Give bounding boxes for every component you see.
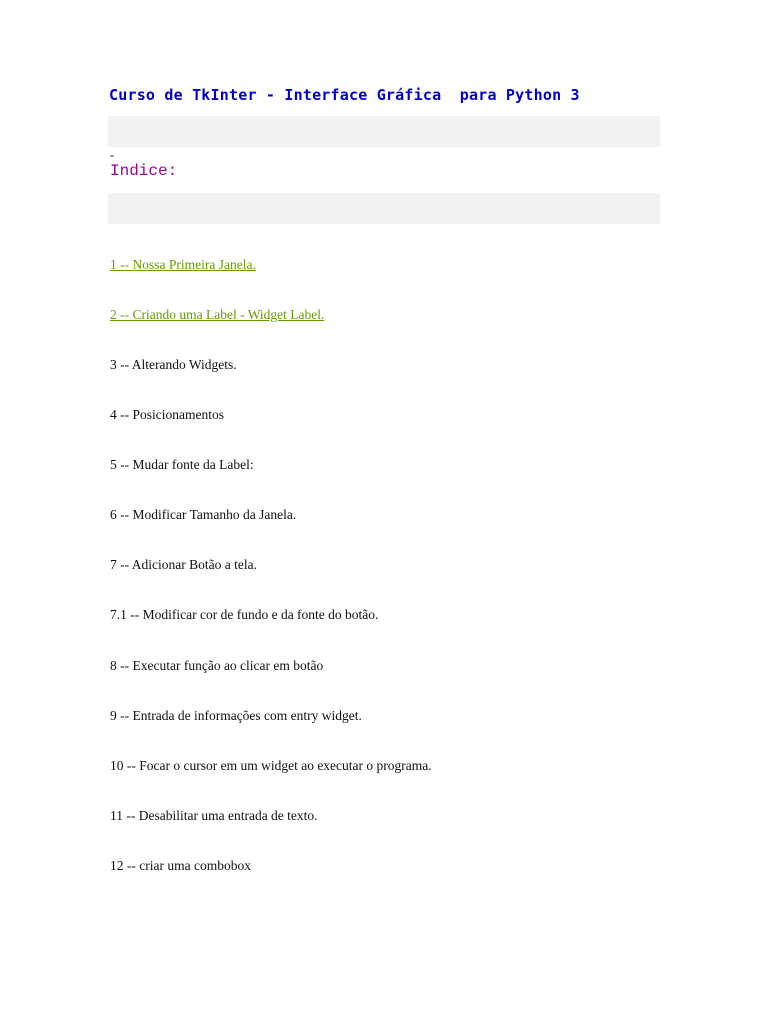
toc-item-7: 7 -- Adicionar Botão a tela.	[110, 557, 257, 572]
toc-item-8: 8 -- Executar função ao clicar em botão	[110, 658, 324, 673]
toc-item-4: 4 -- Posicionamentos	[110, 407, 224, 422]
toc-item-3: 3 -- Alterando Widgets.	[110, 357, 237, 372]
toc-item-9: 9 -- Entrada de informações com entry widget.	[110, 708, 362, 723]
toc-item-2[interactable]: 2 -- Criando uma Label - Widget Label.	[110, 307, 325, 322]
toc-item-6: 6 -- Modificar Tamanho da Janela.	[110, 507, 297, 522]
toc-item-7-1: 7.1 -- Modificar cor de fundo e da fonte do botão.	[110, 607, 379, 622]
toc-item-1[interactable]: 1 -- Nossa Primeira Janela.	[110, 257, 256, 272]
toc-item-11: 11 -- Desabilitar uma entrada de texto.	[110, 808, 318, 823]
page-title: Curso de TkInter - Interface Gráfica para Python 3	[109, 86, 580, 104]
dash-mark: -	[110, 148, 114, 162]
toc-item-10: 10 -- Focar o cursor em um widget ao executar o programa.	[110, 758, 432, 773]
gray-banner-bottom	[108, 193, 660, 224]
index-heading: Indice:	[110, 162, 178, 180]
toc-item-12: 12 -- criar uma combobox	[110, 858, 251, 873]
gray-banner-top	[108, 116, 660, 147]
toc-item-5: 5 -- Mudar fonte da Label:	[110, 457, 254, 472]
